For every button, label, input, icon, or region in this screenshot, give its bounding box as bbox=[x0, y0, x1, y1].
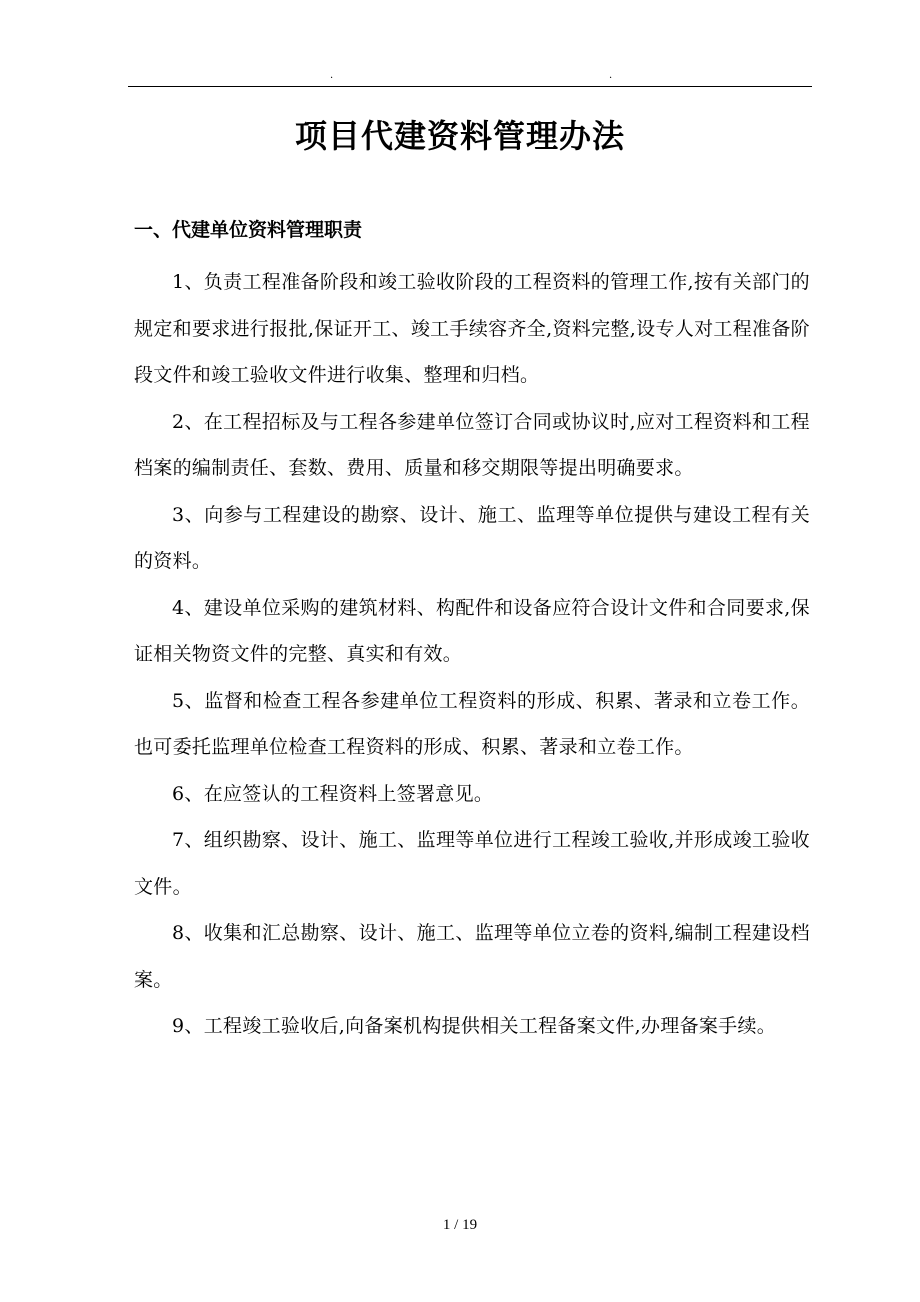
header-rule bbox=[128, 86, 812, 87]
paragraph-6: 6、在应签认的工程资料上签署意见。 bbox=[172, 782, 494, 805]
header-dot-left: . bbox=[330, 70, 334, 81]
paragraph-8: 8、收集和汇总勘察、设计、施工、监理等单位立卷的资料,编制工程建设档案。 bbox=[134, 922, 810, 991]
paragraph-4: 4、建设单位采购的建筑材料、构配件和设备应符合设计文件和合同要求,保证相关物资文件的完整、真实和有效。 bbox=[134, 596, 810, 665]
paragraph-9: 9、工程竣工验收后,向备案机构提供相关工程备案文件,办理备案手续。 bbox=[172, 1015, 777, 1037]
document-title: 项目代建资料管理办法 bbox=[294, 117, 625, 155]
header-dot-right: . bbox=[609, 70, 613, 81]
paragraph-3: 3、向参与工程建设的勘察、设计、施工、监理等单位提供与建设工程有关的资料。 bbox=[134, 503, 810, 572]
paragraph-5: 5、监督和检查工程各参建单位工程资料的形成、积累、著录和立卷工作。也可委托监理单位检查工程资料的形成、积累、著录和立卷工作。 bbox=[134, 689, 810, 758]
section-heading: 一、代建单位资料管理职责 bbox=[134, 219, 363, 241]
paragraph-1: 1、负责工程准备阶段和竣工验收阶段的工程资料的管理工作,按有关部门的规定和要求进行报批,保证开工、竣工手续容齐全,资料完整,设专人对工程准备阶段文件和竣工验收文件进行收集、整理和归档。 bbox=[134, 271, 810, 386]
paragraph-7: 7、组织勘察、设计、施工、监理等单位进行工程竣工验收,并形成竣工验收文件。 bbox=[134, 829, 810, 898]
page-number: 1 / 19 bbox=[442, 1217, 478, 1233]
paragraph-2: 2、在工程招标及与工程各参建单位签订合同或协议时,应对工程资料和工程档案的编制责任、套数、费用、质量和移交期限等提出明确要求。 bbox=[134, 410, 810, 479]
document-body bbox=[134, 259, 810, 1050]
